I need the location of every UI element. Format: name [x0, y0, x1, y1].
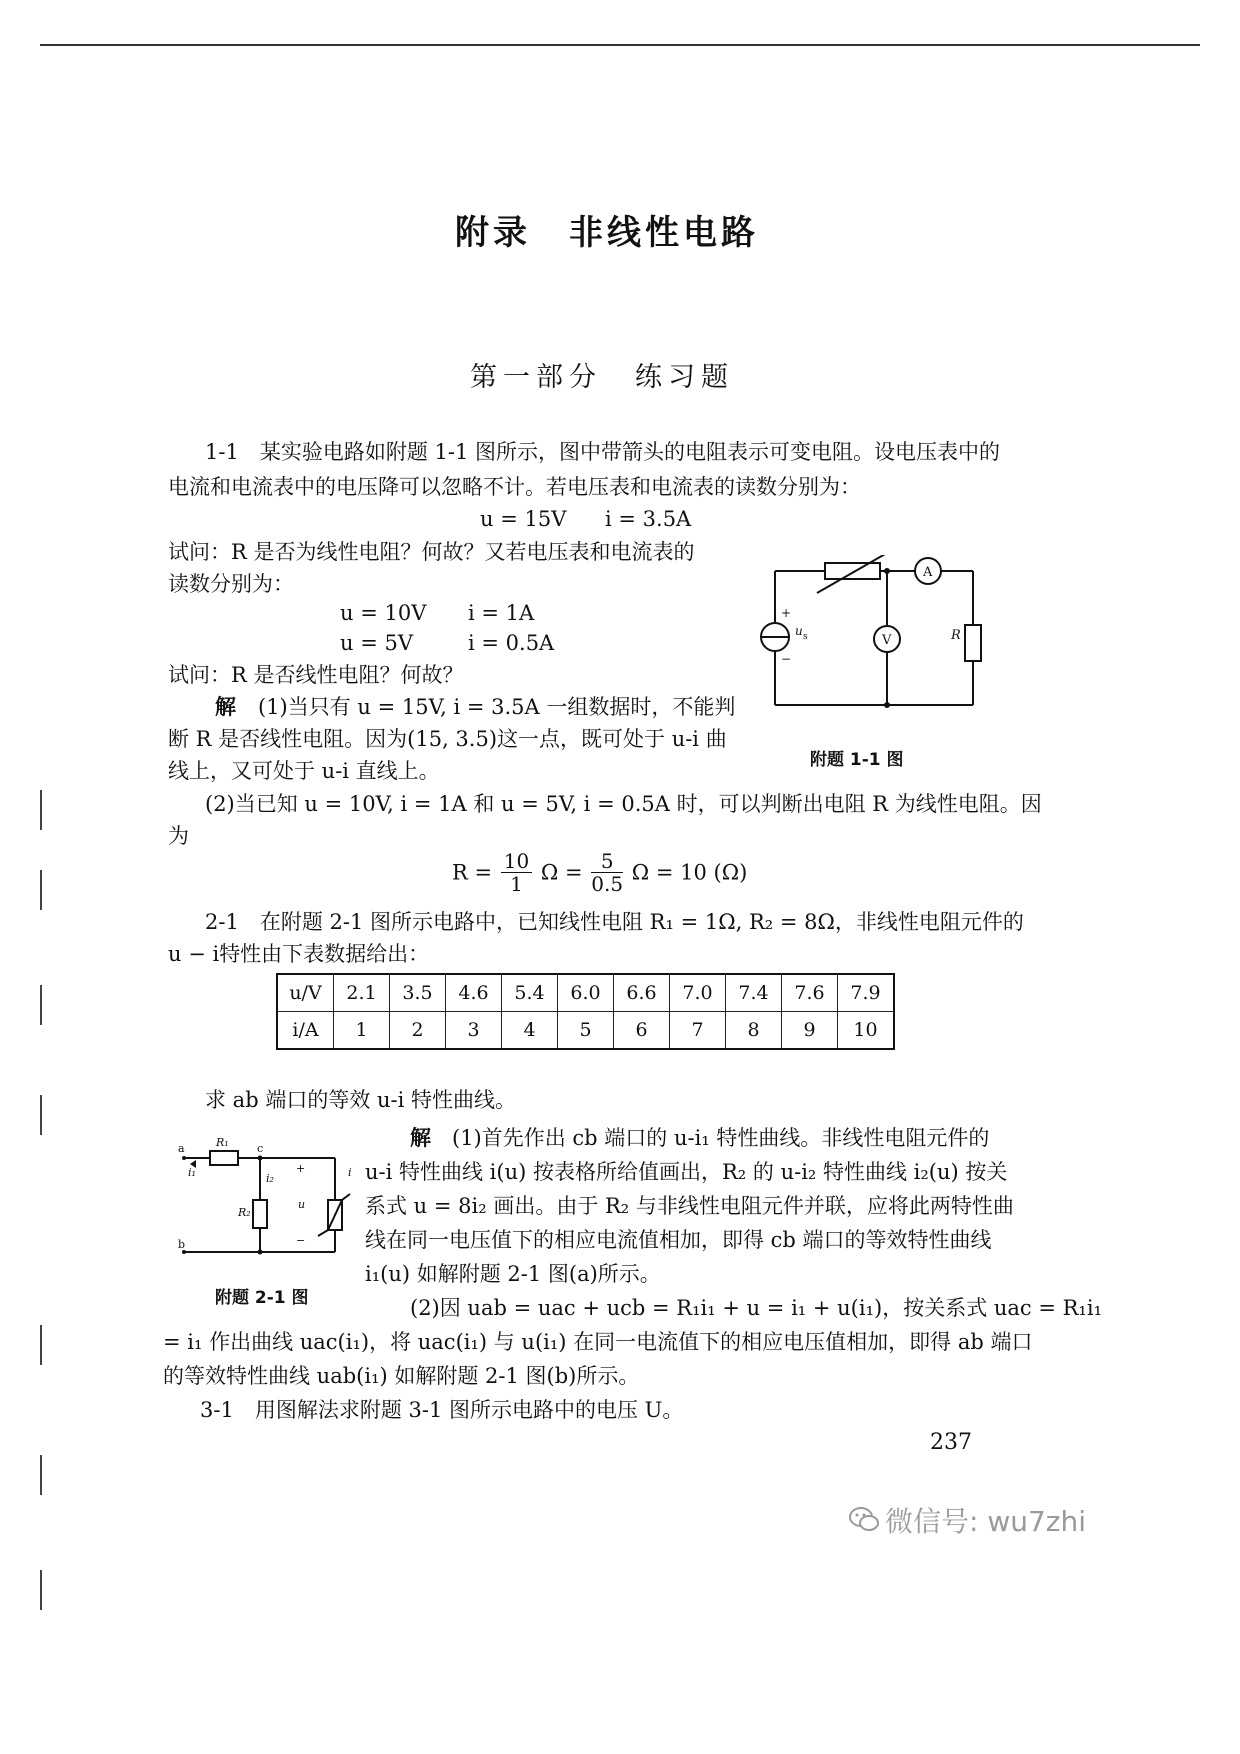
table-header-i: i/A [277, 1012, 334, 1050]
p2-intro-line2: u − i特性由下表数据给出： [168, 942, 430, 966]
formula-lhs: R = [452, 860, 493, 885]
table-cell: 6.0 [558, 974, 614, 1012]
label-i1: i₁ [188, 1166, 196, 1179]
label-a: a [178, 1142, 185, 1155]
label-c: c [257, 1142, 264, 1155]
table-cell: 4 [502, 1012, 558, 1050]
p1-eq3-i: i = 0.5A [468, 631, 555, 655]
fraction-1-denominator: 1 [510, 872, 523, 896]
variable-resistor [825, 563, 880, 579]
p1-solution-label: 解 [215, 694, 236, 719]
p2-solution2-line3: 的等效特性曲线 uab(i₁) 如解附题 2-1 图(b)所示。 [163, 1364, 640, 1388]
p1-eq1-u: u = 15V [480, 507, 567, 531]
p2-question: 求 ab 端口的等效 u-i 特性曲线。 [205, 1088, 516, 1112]
label-minus: − [296, 1234, 306, 1247]
p1-solution1-line2: 断 R 是否线性电阻。因为(15, 3.5)这一点，既可处于 u-i 曲 [168, 727, 727, 751]
formula-rhs: Ω = 10 (Ω) [631, 860, 748, 885]
table-cell: 2.1 [334, 974, 390, 1012]
p3-text: 3-1 用图解法求附题 3-1 图所示电路中的电压 U。 [200, 1398, 684, 1422]
label-i2: i₂ [266, 1172, 274, 1185]
table-row-current [277, 1012, 894, 1050]
table-header-u: u/V [277, 974, 334, 1012]
p1-intro-line2: 电流和电流表中的电压降可以忽略不计。若电压表和电流表的读数分别为： [168, 475, 861, 499]
left-margin-mark [40, 985, 42, 1025]
table-cell: 8 [726, 1012, 782, 1050]
p1-intro-line1: 1-1 某实验电路如附题 1-1 图所示，图中带箭头的电阻表示可变电阻。设电压表中的 [205, 440, 1000, 464]
p2-intro-line1: 2-1 在附题 2-1 图所示电路中，已知线性电阻 R₁ = 1Ω, R₂ = 8Ω，非线性电阻元件的 [205, 910, 1024, 934]
table-row-voltage [277, 974, 894, 1012]
node-dot [884, 568, 890, 574]
table-cell: 10 [838, 1012, 895, 1050]
resistor-r [965, 625, 981, 661]
table-cell: 6.6 [614, 974, 670, 1012]
p2-solution1-line4: 线在同一电压值下的相应电流值相加，即得 cb 端口的等效特性曲线 [365, 1228, 992, 1252]
top-rule [40, 44, 1200, 46]
terminal-a [182, 1156, 186, 1160]
table-cell: 7.6 [782, 974, 838, 1012]
table-cell: 5 [558, 1012, 614, 1050]
table-cell: 7.9 [838, 974, 895, 1012]
table-cell: 2 [390, 1012, 446, 1050]
p1-question2: 试问：R 是否线性电阻？何故？ [168, 663, 464, 687]
p2-solution1-line2: u-i 特性曲线 i(u) 按表格所给值画出，R₂ 的 u-i₂ 特性曲线 i₂(u) 按关 [365, 1160, 1008, 1184]
table-cell: 3.5 [390, 974, 446, 1012]
p1-question1-line1: 试问：R 是否为线性电阻？何故？又若电压表和电流表的 [168, 540, 695, 564]
chapter-title: 附录 非线性电路 [455, 213, 759, 253]
fraction-1 [501, 850, 532, 895]
table-cell: 7.4 [726, 974, 782, 1012]
u-i-data-table [276, 973, 895, 1050]
label-b: b [178, 1238, 186, 1251]
figure-2-1-caption: 附题 2-1 图 [215, 1288, 309, 1308]
wechat-icon [848, 1505, 880, 1535]
voltmeter-label: V [882, 633, 892, 648]
formula-omega: Ω = [540, 860, 583, 885]
label-plus: + [296, 1162, 306, 1175]
p1-solution1-line1: (1)当只有 u = 15V, i = 3.5A 一组数据时，不能判 [258, 695, 736, 719]
p2-solution1-line1: (1)首先作出 cb 端口的 u-i₁ 特性曲线。非线性电阻元件的 [452, 1126, 990, 1150]
table-cell: 6 [614, 1012, 670, 1050]
section-title: 第一部分 练习题 [470, 362, 734, 393]
p1-solution2-line2: 为 [168, 824, 189, 848]
left-margin-mark [40, 1325, 42, 1365]
source-label-subscript: s [803, 632, 808, 642]
resistor-r2 [253, 1200, 267, 1228]
resistor-label: R [951, 628, 961, 643]
p1-eq2-i: i = 1A [468, 601, 535, 625]
p2-solution2-line1: (2)因 uab = uac + ucb = R₁i₁ + u = i₁ + u(i₁)，按关系式 uac = R₁i₁ [410, 1296, 1102, 1320]
p2-solution-label: 解 [410, 1125, 431, 1150]
source-label: u [795, 624, 803, 638]
table-cell: 5.4 [502, 974, 558, 1012]
left-margin-mark [40, 870, 42, 910]
page-number: 237 [930, 1430, 972, 1455]
fraction-2 [591, 850, 623, 895]
label-r2: R₂ [238, 1206, 251, 1219]
p2-solution2-line2: = i₁ 作出曲线 uac(i₁)，将 uac(i₁) 与 u(i₁) 在同一电流值下的相应电压值相加，即得 ab 端口 [163, 1330, 1033, 1354]
table-cell: 9 [782, 1012, 838, 1050]
source-minus: − [781, 652, 792, 666]
node-c-dot [258, 1156, 263, 1161]
p1-solution1-line3: 线上，又可处于 u-i 直线上。 [168, 759, 440, 783]
p1-question1-line2: 读数分别为： [168, 572, 294, 596]
left-margin-mark [40, 1570, 42, 1610]
p1-eq1-i: i = 3.5A [605, 507, 692, 531]
circuit-figure-1-1 [755, 555, 1005, 720]
source-plus: + [781, 606, 792, 620]
node-dot [884, 702, 890, 708]
variable-resistor-arrow [817, 555, 887, 593]
circuit-figure-2-1 [170, 1130, 365, 1265]
table-cell: 1 [334, 1012, 390, 1050]
table-cell: 4.6 [446, 974, 502, 1012]
ammeter-label: A [923, 565, 933, 580]
table-cell: 7 [670, 1012, 726, 1050]
p2-solution1-line5: i₁(u) 如解附题 2-1 图(a)所示。 [365, 1262, 661, 1286]
p1-eq2-u: u = 10V [340, 601, 427, 625]
label-r1: R₁ [216, 1136, 229, 1149]
left-margin-mark [40, 790, 42, 830]
p1-formula [452, 850, 747, 895]
p1-eq3-u: u = 5V [340, 631, 413, 655]
label-u: u [298, 1198, 306, 1211]
table-cell: 3 [446, 1012, 502, 1050]
node-dot [258, 1250, 263, 1255]
figure-1-1-caption: 附题 1-1 图 [810, 750, 904, 770]
watermark-text: 微信号: wu7zhi [885, 1505, 1087, 1538]
fraction-2-numerator: 5 [591, 850, 623, 873]
left-margin-mark [40, 1095, 42, 1135]
fraction-1-numerator: 10 [501, 850, 532, 873]
resistor-r1 [210, 1151, 238, 1165]
left-margin-mark [40, 1455, 42, 1495]
p1-solution2-line1: (2)当已知 u = 10V, i = 1A 和 u = 5V, i = 0.5A 时，可以判断出电阻 R 为线性电阻。因 [205, 792, 1042, 816]
p2-solution1-line3: 系式 u = 8i₂ 画出。由于 R₂ 与非线性电阻元件并联，应将此两特性曲 [365, 1194, 1014, 1218]
table-cell: 7.0 [670, 974, 726, 1012]
label-i: i [348, 1166, 352, 1179]
fraction-2-denominator: 0.5 [591, 872, 624, 896]
